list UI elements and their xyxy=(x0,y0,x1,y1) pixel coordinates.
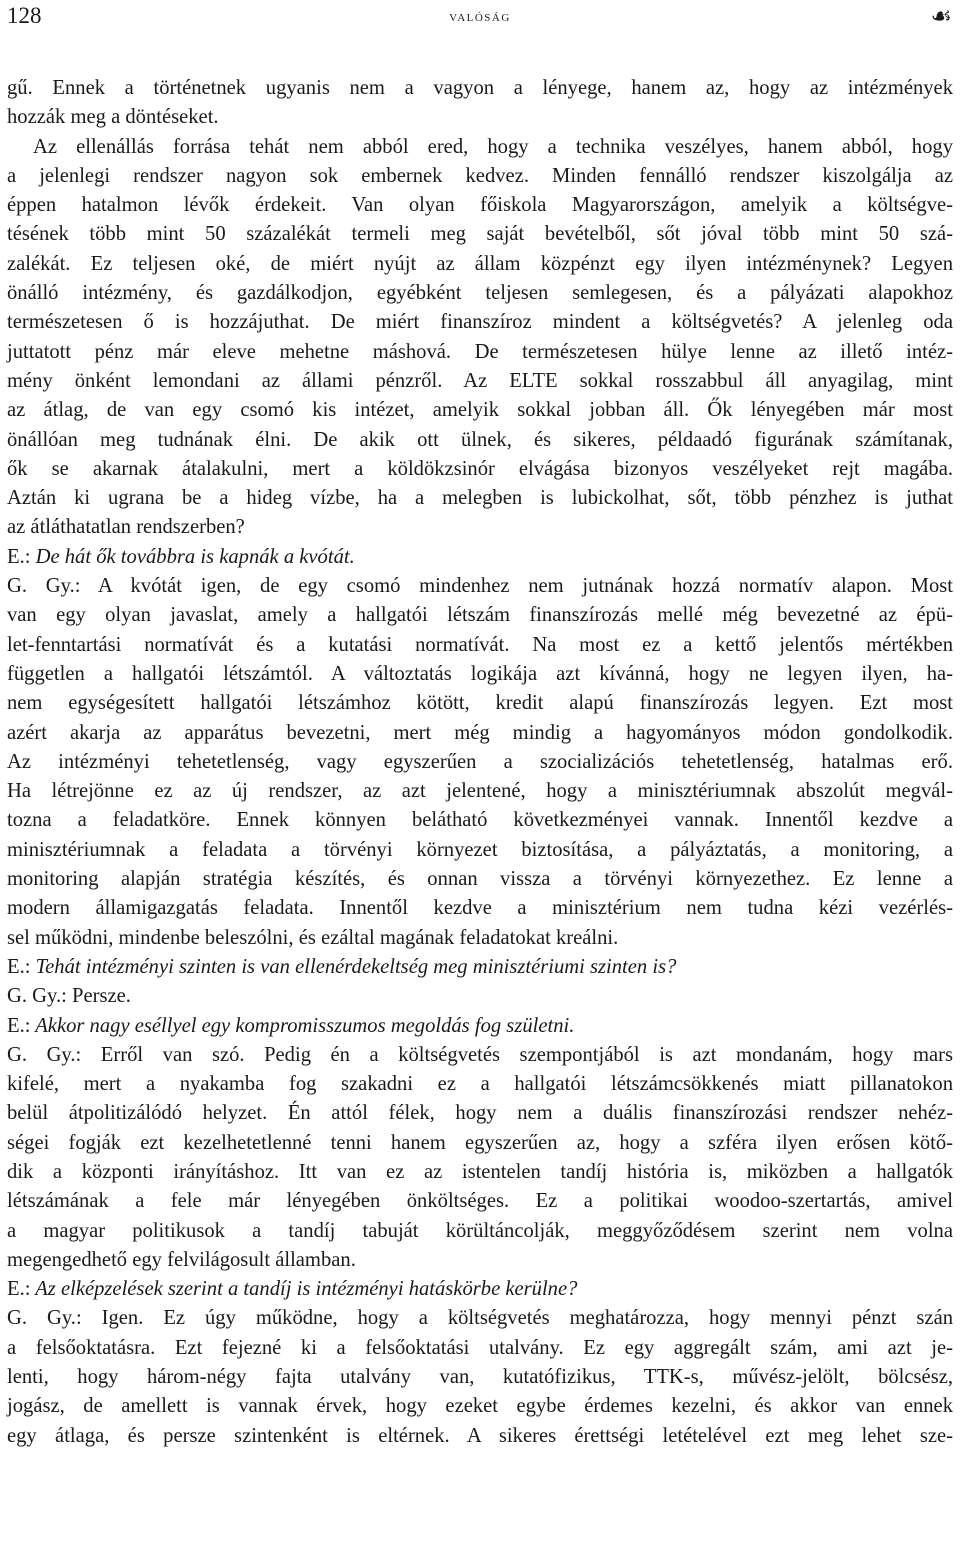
line-text: létszámának a fele már lényegében önköltséges. Ez a politikai woodoo-szertartás, amivel xyxy=(7,1190,953,1213)
line-text: azért akarja az apparátus bevezetni, mert még mindig a hagyományos módon gondolkodik. xyxy=(7,721,953,744)
line-text: a jelenlegi rendszer nagyon sok embernek kedvez. Minden fennálló rendszer kiszolgálja az xyxy=(7,164,953,187)
speaker-label: G. Gy.: xyxy=(7,1307,82,1330)
text-line xyxy=(7,1070,953,1099)
line-text: Igen. Ez úgy működne, hogy a költségvetés meghatározza, hogy mennyi pénzt szán xyxy=(81,1307,954,1330)
line-text: egy átlaga, és persze szintenként is eltérnek. A sikeres érettségi letételével ezt meg lehet sze- xyxy=(7,1424,953,1447)
text-line xyxy=(7,894,953,923)
text-line xyxy=(7,1334,953,1363)
text-line xyxy=(7,1217,953,1246)
line-text: sel működni, mindenbe beleszólni, és ezáltal magának feladatokat kreálni. xyxy=(7,926,619,949)
text-line xyxy=(7,484,953,513)
page-header xyxy=(0,0,960,40)
fleuron-icon: ☙ xyxy=(930,4,952,30)
text-line xyxy=(7,689,953,718)
text-line xyxy=(7,601,953,630)
line-text: juttatott pénz már eleve mehetne máshová. De természetesen hülye lenne az illető intéz- xyxy=(7,340,953,363)
text-line xyxy=(7,631,953,660)
text-line xyxy=(7,865,953,894)
line-text: a magyar politikusok a tandíj tabuját körültáncolják, meggyőződésem szerint nem volna xyxy=(7,1219,953,1242)
speaker-label: E.: xyxy=(7,545,31,568)
text-line xyxy=(7,162,953,191)
text-line xyxy=(7,836,953,865)
line-text: természetesen ő is hozzájuthat. De miért finanszíroz mindent a költségvetés? A jelenleg oda xyxy=(7,311,953,334)
line-text: tozna a feladatköre. Ennek könnyen belátható következményei vannak. Innentől kezdve a xyxy=(7,809,953,832)
line-text: zalékát. Ez teljesen oké, de miért nyújt az állam közpénzt egy ilyen intézménynek? Legyen xyxy=(7,252,953,275)
text-line xyxy=(7,543,953,572)
text-line xyxy=(7,953,953,982)
interviewer-question: Az elképzelések szerint a tandíj is intézményi hatáskörbe kerülne? xyxy=(30,1278,578,1301)
speaker-label: E.: xyxy=(7,1014,31,1037)
line-text: minisztériumnak a feladata a törvényi környezet biztosítása, a pályáztatás, a monitoring, a xyxy=(7,838,953,861)
line-text: A kvótát igen, de egy csomó mindenhez nem jutnának hozzá normatív alapon. Most xyxy=(80,575,953,598)
speaker-label: E.: xyxy=(7,1278,31,1301)
text-line xyxy=(7,660,953,689)
running-title: valóság xyxy=(449,8,511,25)
line-text: Az ellenállás forrása tehát nem abból ered, hogy a technika veszélyes, hanem abból, hogy xyxy=(33,135,953,158)
text-line xyxy=(7,191,953,220)
page-number: 128 xyxy=(7,3,42,28)
text-line xyxy=(7,1129,953,1158)
line-text: az átlag, de van egy csomó kis intézet, amelyik sokkal jobban áll. Ők lényegében már most xyxy=(7,399,953,422)
line-text: Erről van szó. Pedig én a költségvetés szempontjából is azt mondanám, hogy mars xyxy=(81,1043,953,1066)
text-line xyxy=(7,982,953,1011)
line-text: Ha létrejönne ez az új rendszer, az azt jelentené, hogy a minisztériumnak abszolút megvál- xyxy=(7,780,953,803)
text-line xyxy=(7,1012,953,1041)
text-line xyxy=(7,777,953,806)
text-line xyxy=(7,513,953,542)
line-text: a felsőoktatásra. Ezt fejezné ki a felsőoktatási utalvány. Ez egy aggregált szám, ami azt je- xyxy=(7,1336,953,1359)
line-text: belül átpolitizálódó helyzet. Én attól félek, hogy nem a duális finanszírozási rendszer nehéz- xyxy=(7,1102,953,1125)
text-line xyxy=(7,1158,953,1187)
text-line xyxy=(7,279,953,308)
text-line xyxy=(7,308,953,337)
line-text: önálló intézmény, és gazdálkodjon, egyébként teljesen semlegesen, és a pályázati alapokhoz xyxy=(7,282,953,305)
text-line xyxy=(7,1363,953,1392)
line-text: tésének több mint 50 százalékát termeli meg saját bevételből, sőt jóval több mint 50 szá- xyxy=(7,223,953,246)
text-line xyxy=(7,1304,953,1333)
text-line xyxy=(7,572,953,601)
line-text: let-fenntartási normatívát és a kutatási normatívát. Na most ez a kettő jelentős mértékben xyxy=(7,633,953,656)
speaker-label: E.: xyxy=(7,955,31,978)
interviewer-question: Akkor nagy eséllyel egy kompromisszumos megoldás fog születni. xyxy=(30,1014,575,1037)
text-line xyxy=(7,748,953,777)
line-text: ők se akarnak átalakulni, mert a köldökzsinór elvágása bizonyos veszélyeket rejt magába. xyxy=(7,457,953,480)
text-line xyxy=(7,74,953,103)
text-line xyxy=(7,1041,953,1070)
text-line xyxy=(7,1187,953,1216)
text-line xyxy=(7,250,953,279)
line-text: az átláthatatlan rendszerben? xyxy=(7,516,245,539)
line-text: ségei fogják ezt kezelhetetlenné tenni hanem egyszerűen az, hogy a szféra ilyen erősen kötő- xyxy=(7,1131,953,1154)
text-line xyxy=(7,455,953,484)
text-line xyxy=(7,338,953,367)
line-text: mény önként lemondani az állami pénzről. Az ELTE sokkal rosszabbul áll anyagilag, mint xyxy=(7,369,953,392)
line-text: kifelé, mert a nyakamba fog szakadni ez a hallgatói létszámcsökkenés miatt pillanatokon xyxy=(7,1073,953,1096)
line-text: Aztán ki ugrana be a hideg vízbe, ha a melegben is lubickolhat, sőt, több pénzhez is juthat xyxy=(7,487,953,510)
text-line xyxy=(7,1275,953,1304)
text-line xyxy=(7,1392,953,1421)
speaker-label: G. Gy.: xyxy=(7,985,67,1008)
line-text: monitoring alapján stratégia készítés, és onnan vissza a törvényi környezethez. Ez lenne a xyxy=(7,868,953,891)
text-line xyxy=(7,103,953,132)
text-line xyxy=(7,367,953,396)
line-text: lenti, hogy három-négy fajta utalvány van, kutatófizikus, TTK-s, művész-jelölt, bölcsész, xyxy=(7,1366,953,1389)
line-text: dik a központi irányításhoz. Itt van ez az istentelen tandíj história is, miközben a hallgatók xyxy=(7,1160,953,1183)
speaker-label: G. Gy.: xyxy=(7,1043,82,1066)
line-text: Az intézményi tehetetlenség, vagy egyszerűen a szocializációs tehetetlenség, hatalmas erő. xyxy=(7,750,953,773)
text-line xyxy=(7,133,953,162)
interviewer-question: De hát ők továbbra is kapnák a kvótát. xyxy=(30,545,355,568)
speaker-label: G. Gy.: xyxy=(7,575,81,598)
text-line xyxy=(7,719,953,748)
text-line xyxy=(7,806,953,835)
text-line xyxy=(7,924,953,953)
line-text: önállóan meg tudnának élni. De akik ott ülnek, és sikeres, példaadó figurának számítanak, xyxy=(7,428,953,451)
text-line xyxy=(7,1422,953,1451)
line-text: modern államigazgatás feladata. Innentől kezdve a minisztérium nem tudna kézi vezérlés- xyxy=(7,897,953,920)
line-text: hozzák meg a döntéseket. xyxy=(7,106,219,129)
text-line xyxy=(7,1099,953,1128)
text-line xyxy=(7,396,953,425)
text-line xyxy=(7,220,953,249)
text-line xyxy=(7,1246,953,1275)
line-text: megengedhető egy felvilágosult államban. xyxy=(7,1248,356,1271)
line-text: független a hallgatói létszámtól. A változtatás logikája azt kívánná, hogy ne legyen ilyen, ha- xyxy=(7,662,953,685)
line-text: van egy olyan javaslat, amely a hallgatói létszám finanszírozás mellé még bevezetné az épü- xyxy=(7,604,953,627)
interviewer-question: Tehát intézményi szinten is van ellenérdekeltség meg minisztériumi szinten is? xyxy=(30,955,677,978)
line-text: éppen hatalmon lévők érdekeit. Van olyan főiskola Magyarországon, amelyik a költségve- xyxy=(7,194,953,217)
line-text: jogász, de amellett is vannak érvek, hogy ezeket egybe érdemes kezelni, és akkor van ennek xyxy=(7,1395,953,1418)
article-body xyxy=(7,74,953,1451)
text-line xyxy=(7,426,953,455)
line-text: nem egységesített hallgatói létszámhoz kötött, kredit alapú finanszírozás legyen. Ezt most xyxy=(7,692,953,715)
line-text: gű. Ennek a történetnek ugyanis nem a vagyon a lényege, hanem az, hogy az intézmények xyxy=(7,77,953,99)
line-text: Persze. xyxy=(66,985,131,1008)
